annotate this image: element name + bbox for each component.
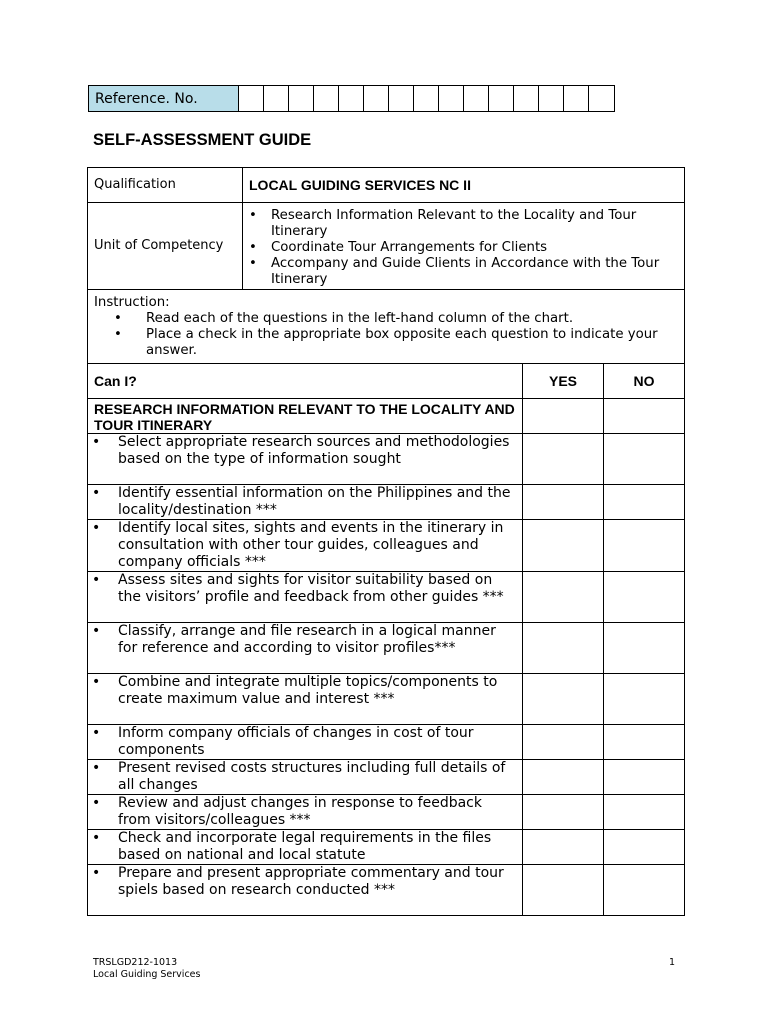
- yes-checkbox-cell[interactable]: [523, 795, 604, 830]
- checklist-row: [88, 830, 685, 865]
- yes-checkbox-cell[interactable]: [523, 725, 604, 760]
- reference-digit-box[interactable]: [364, 86, 389, 111]
- assessment-info-table: [87, 167, 685, 364]
- reference-digit-box[interactable]: [339, 86, 364, 111]
- no-checkbox-cell: [604, 399, 685, 434]
- self-assessment-checklist: [87, 363, 685, 916]
- footer-code: TRSLGD212-1013: [93, 957, 178, 968]
- checklist-row: [88, 434, 685, 485]
- instruction-label: Instruction:: [94, 295, 170, 310]
- reference-digit-box[interactable]: [539, 86, 564, 111]
- unit-item: • Research Information Relevant to the Locality and Tour Itinerary: [249, 208, 678, 240]
- checklist-row: [88, 623, 685, 674]
- no-checkbox-cell[interactable]: [604, 434, 685, 485]
- checklist-question: • Check and incorporate legal requirements in the files based on national and local statute: [88, 830, 523, 865]
- no-checkbox-cell[interactable]: [604, 760, 685, 795]
- yes-checkbox-cell[interactable]: [523, 572, 604, 623]
- checklist-row: [88, 485, 685, 520]
- yes-checkbox-cell[interactable]: [523, 623, 604, 674]
- unit-of-competency-list: [249, 208, 678, 288]
- no-checkbox-cell[interactable]: [604, 725, 685, 760]
- reference-digit-box[interactable]: [489, 86, 514, 111]
- yes-checkbox-cell[interactable]: [523, 520, 604, 572]
- yes-checkbox-cell[interactable]: [523, 434, 604, 485]
- yes-checkbox-cell[interactable]: [523, 865, 604, 916]
- checklist-question: • Select appropriate research sources and methodologies based on the type of information sought: [88, 434, 523, 485]
- no-checkbox-cell[interactable]: [604, 572, 685, 623]
- reference-digit-box[interactable]: [589, 86, 614, 111]
- yes-checkbox-cell[interactable]: [523, 760, 604, 795]
- no-checkbox-cell[interactable]: [604, 623, 685, 674]
- checklist-row: [88, 795, 685, 830]
- checklist-question: • Review and adjust changes in response to feedback from visitors/colleagues ***: [88, 795, 523, 830]
- qualification-value: LOCAL GUIDING SERVICES NC II: [243, 168, 685, 203]
- reference-digit-box[interactable]: [289, 86, 314, 111]
- reference-digit-box[interactable]: [439, 86, 464, 111]
- instruction-list: [94, 311, 678, 359]
- checklist-row: [88, 674, 685, 725]
- no-checkbox-cell[interactable]: [604, 865, 685, 916]
- page-number: 1: [669, 957, 676, 968]
- reference-label: Reference. No.: [89, 86, 239, 111]
- instruction-item: • Read each of the questions in the left-hand column of the chart.: [94, 311, 678, 327]
- footer-left: [93, 957, 200, 981]
- qualification-label: Qualification: [88, 168, 243, 203]
- checklist-question: • Identify essential information on the Philippines and the locality/destination ***: [88, 485, 523, 520]
- no-checkbox-cell[interactable]: [604, 520, 685, 572]
- checklist-row: [88, 572, 685, 623]
- no-checkbox-cell[interactable]: [604, 830, 685, 865]
- section-title: RESEARCH INFORMATION RELEVANT TO THE LOCALITY AND TOUR ITINERARY: [88, 399, 523, 434]
- unit-of-competency-label: Unit of Competency: [88, 203, 243, 290]
- yes-checkbox-cell[interactable]: [523, 674, 604, 725]
- page-title: SELF-ASSESSMENT GUIDE: [93, 131, 312, 149]
- column-header-can-i: Can I?: [88, 364, 523, 399]
- reference-number-strip: [88, 85, 615, 112]
- yes-checkbox-cell[interactable]: [523, 830, 604, 865]
- instruction-cell: [88, 290, 685, 364]
- instruction-item: • Place a check in the appropriate box opposite each question to indicate your answer.: [94, 327, 678, 359]
- checklist-row: [88, 760, 685, 795]
- no-checkbox-cell[interactable]: [604, 674, 685, 725]
- unit-item: • Accompany and Guide Clients in Accordance with the Tour Itinerary: [249, 256, 678, 288]
- column-header-yes: YES: [523, 364, 604, 399]
- checklist-row: [88, 725, 685, 760]
- checklist-question: • Prepare and present appropriate commentary and tour spiels based on research conducted ***: [88, 865, 523, 916]
- reference-digit-box[interactable]: [389, 86, 414, 111]
- footer-course: Local Guiding Services: [93, 969, 201, 980]
- reference-digit-box[interactable]: [414, 86, 439, 111]
- checklist-row: [88, 865, 685, 916]
- yes-checkbox-cell: [523, 399, 604, 434]
- reference-digit-box[interactable]: [314, 86, 339, 111]
- unit-item: • Coordinate Tour Arrangements for Clients: [249, 240, 678, 256]
- no-checkbox-cell[interactable]: [604, 795, 685, 830]
- checklist-row: [88, 520, 685, 572]
- checklist-question: • Identify local sites, sights and events in the itinerary in consultation with other tour guides, colleagues and company officials ***: [88, 520, 523, 572]
- column-header-no: NO: [604, 364, 685, 399]
- reference-digit-box[interactable]: [464, 86, 489, 111]
- checklist-question: • Assess sites and sights for visitor suitability based on the visitors’ profile and feedback from other guides ***: [88, 572, 523, 623]
- checklist-question: • Combine and integrate multiple topics/components to create maximum value and interest ***: [88, 674, 523, 725]
- reference-digit-box[interactable]: [564, 86, 589, 111]
- checklist-question: • Classify, arrange and file research in a logical manner for reference and according to visitor profiles***: [88, 623, 523, 674]
- no-checkbox-cell[interactable]: [604, 485, 685, 520]
- checklist-question: • Inform company officials of changes in cost of tour components: [88, 725, 523, 760]
- yes-checkbox-cell[interactable]: [523, 485, 604, 520]
- checklist-question: • Present revised costs structures including full details of all changes: [88, 760, 523, 795]
- reference-digit-box[interactable]: [239, 86, 264, 111]
- reference-digit-box[interactable]: [264, 86, 289, 111]
- reference-digit-box[interactable]: [514, 86, 539, 111]
